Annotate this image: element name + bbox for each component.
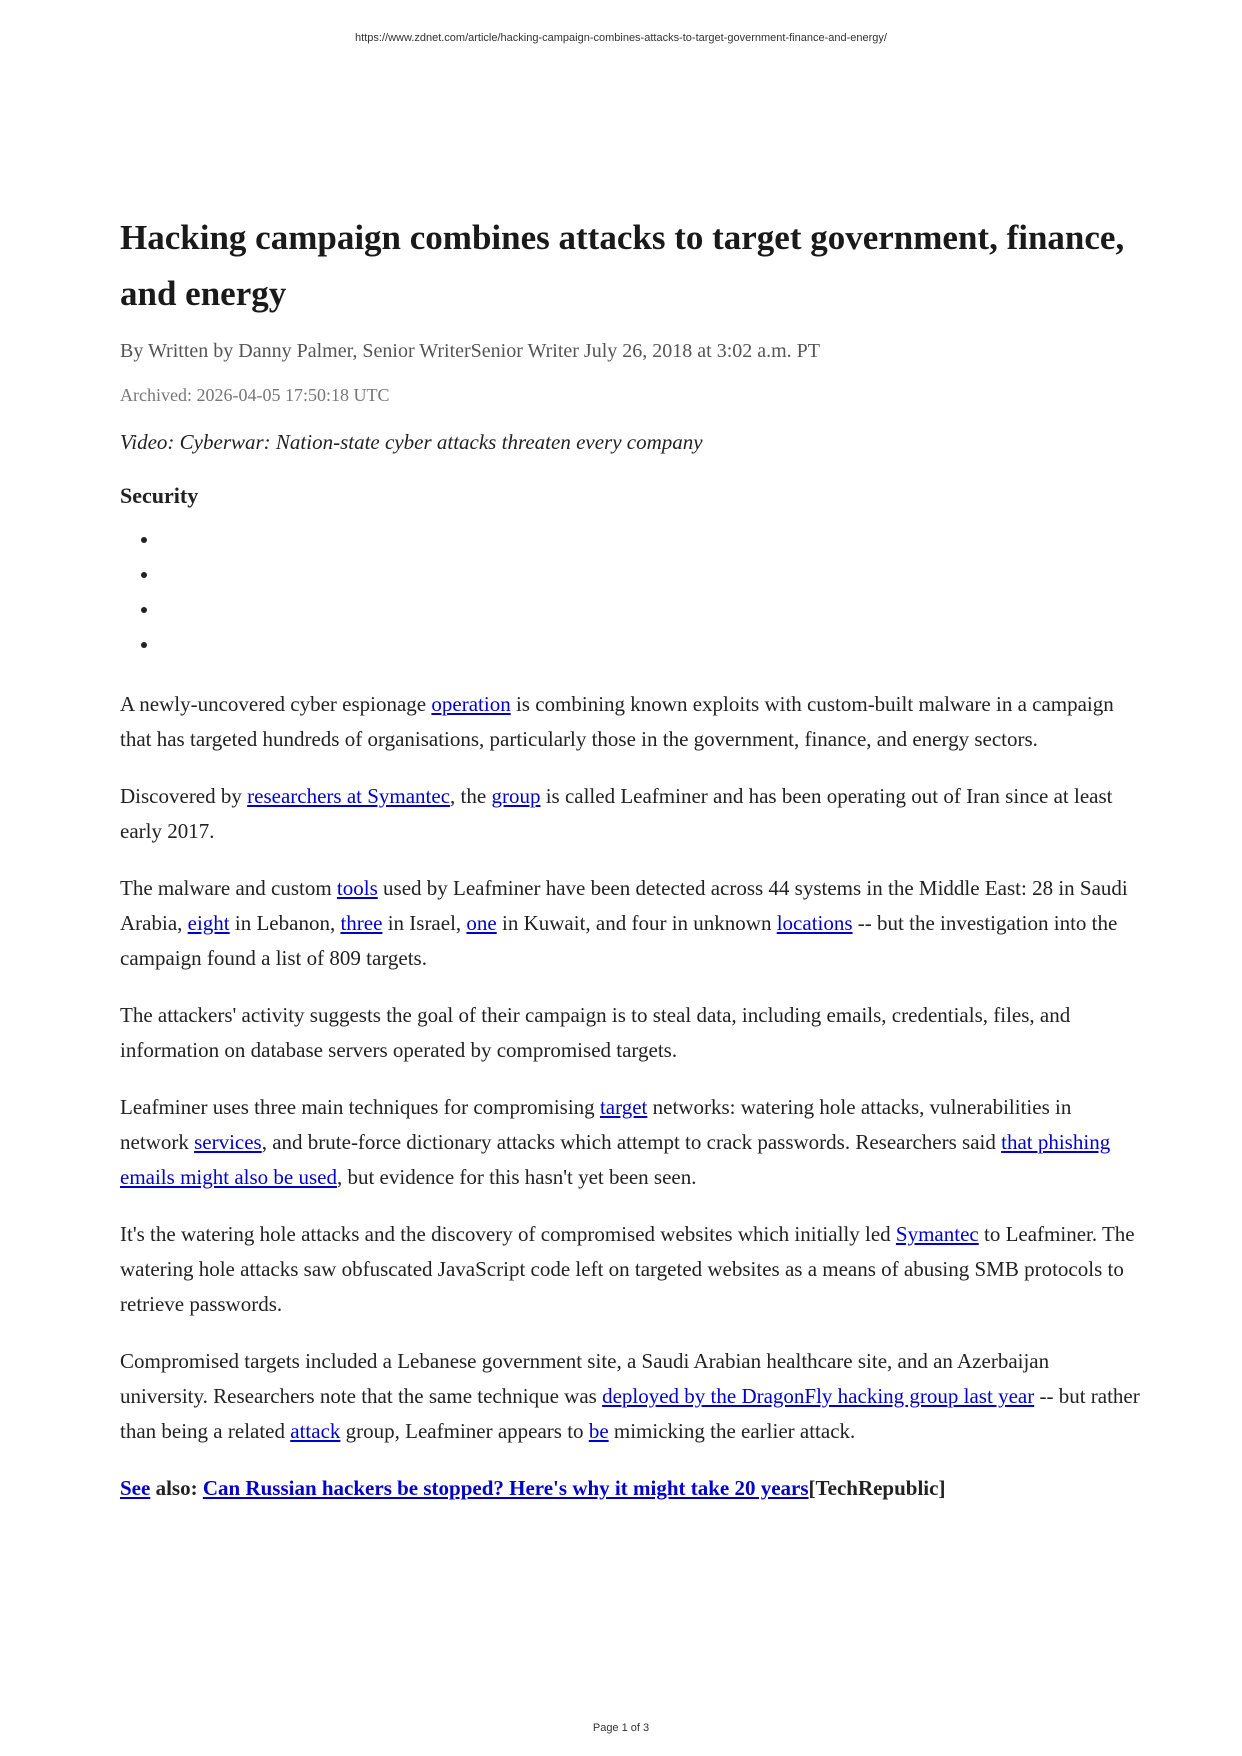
paragraph: Compromised targets included a Lebanese government site, a Saudi Arabian healthcare site, and an Azerbaijan university. Researchers note that the same technique was deployed by the DragonFly hacking group last year -- but rather than being a related attack group, Leafminer appears to be mimicking the earlier attack.: [120, 1349, 1140, 1443]
list-item: [160, 597, 1140, 632]
link-russian-hackers[interactable]: Can Russian hackers be stopped? Here's why it might take 20 years: [202, 1476, 809, 1500]
paragraph: Discovered by researchers at Symantec, the group is called Leafminer and has been operating out of Iran since at least early 2017.: [120, 784, 1113, 843]
paragraph: Leafminer uses three main techniques for compromising target networks: watering hole attacks, vulnerabilities in network services, and brute-force dictionary attacks which attempt to crack passwords. Researchers said that phishing emails might also be used, but evidence for this hasn't yet been seen.: [120, 1095, 1111, 1189]
paragraph: The attackers' activity suggests the goal of their campaign is to steal data, including emails, credentials, files, and information on database servers operated by compromised targets.: [120, 1003, 1071, 1062]
link-one[interactable]: one: [466, 911, 497, 935]
link-tools[interactable]: tools: [336, 876, 378, 900]
list-item: [160, 527, 1140, 562]
link-see[interactable]: See: [120, 1476, 151, 1500]
paragraph: It's the watering hole attacks and the discovery of compromised websites which initially led Symantec to Leafminer. The watering hole attacks saw obfuscated JavaScript code left on targeted websites as a means of abusing SMB protocols to retrieve passwords.: [120, 1222, 1135, 1316]
archived-date: Archived: 2026-04-05 17:50:18 UTC: [120, 385, 390, 405]
paragraph: A newly-uncovered cyber espionage operation is combining known exploits with custom-built malware in a campaign that has targeted hundreds of organisations, particularly those in the government, finance, and energy sectors.: [120, 692, 1114, 751]
link-phishing[interactable]: that phishing emails might also be used: [120, 1130, 1111, 1189]
link-attack[interactable]: attack: [290, 1419, 341, 1443]
link-eight[interactable]: eight: [187, 911, 230, 935]
link-three[interactable]: three: [340, 911, 383, 935]
link-group[interactable]: group: [491, 784, 541, 808]
paragraph: The malware and custom tools used by Leafminer have been detected across 44 systems in the Middle East: 28 in Saudi Arabia, eight in Lebanon, three in Israel, one in Kuwait, and four in unknown locations -- but the investigation into the campaign found a list of 809 targets.: [120, 876, 1128, 970]
page-number: Page 1 of 3: [592, 1722, 650, 1734]
link-services[interactable]: services: [194, 1130, 262, 1154]
page-url: https://www.zdnet.com/article/hacking-campaign-combines-attacks-to-target-government-finance-and-energy/: [355, 32, 887, 44]
see-also: See also: Can Russian hackers be stopped? Here's why it might take 20 years[TechRepublic]: [120, 1476, 946, 1500]
video-caption: Video: Cyberwar: Nation-state cyber attacks threaten every company: [120, 430, 703, 454]
byline: By Written by Danny Palmer, Senior WriterSenior Writer July 26, 2018 at 3:02 a.m. PT: [120, 340, 821, 362]
link-target[interactable]: target: [599, 1095, 648, 1119]
article: [120, 210, 1140, 1528]
link-be[interactable]: be: [588, 1419, 609, 1443]
list-item: [160, 562, 1140, 597]
list-item: [160, 632, 1140, 667]
section-heading: Security: [120, 483, 199, 508]
link-operation[interactable]: operation: [431, 692, 511, 716]
article-title: Hacking campaign combines attacks to target government, finance, and energy: [120, 218, 1125, 313]
link-symantec[interactable]: Symantec: [895, 1222, 979, 1246]
link-locations[interactable]: locations: [776, 911, 853, 935]
link-dragonfly[interactable]: deployed by the DragonFly hacking group last year: [602, 1384, 1035, 1408]
empty-list: [120, 527, 1140, 667]
link-researchers[interactable]: researchers at Symantec: [247, 784, 451, 808]
